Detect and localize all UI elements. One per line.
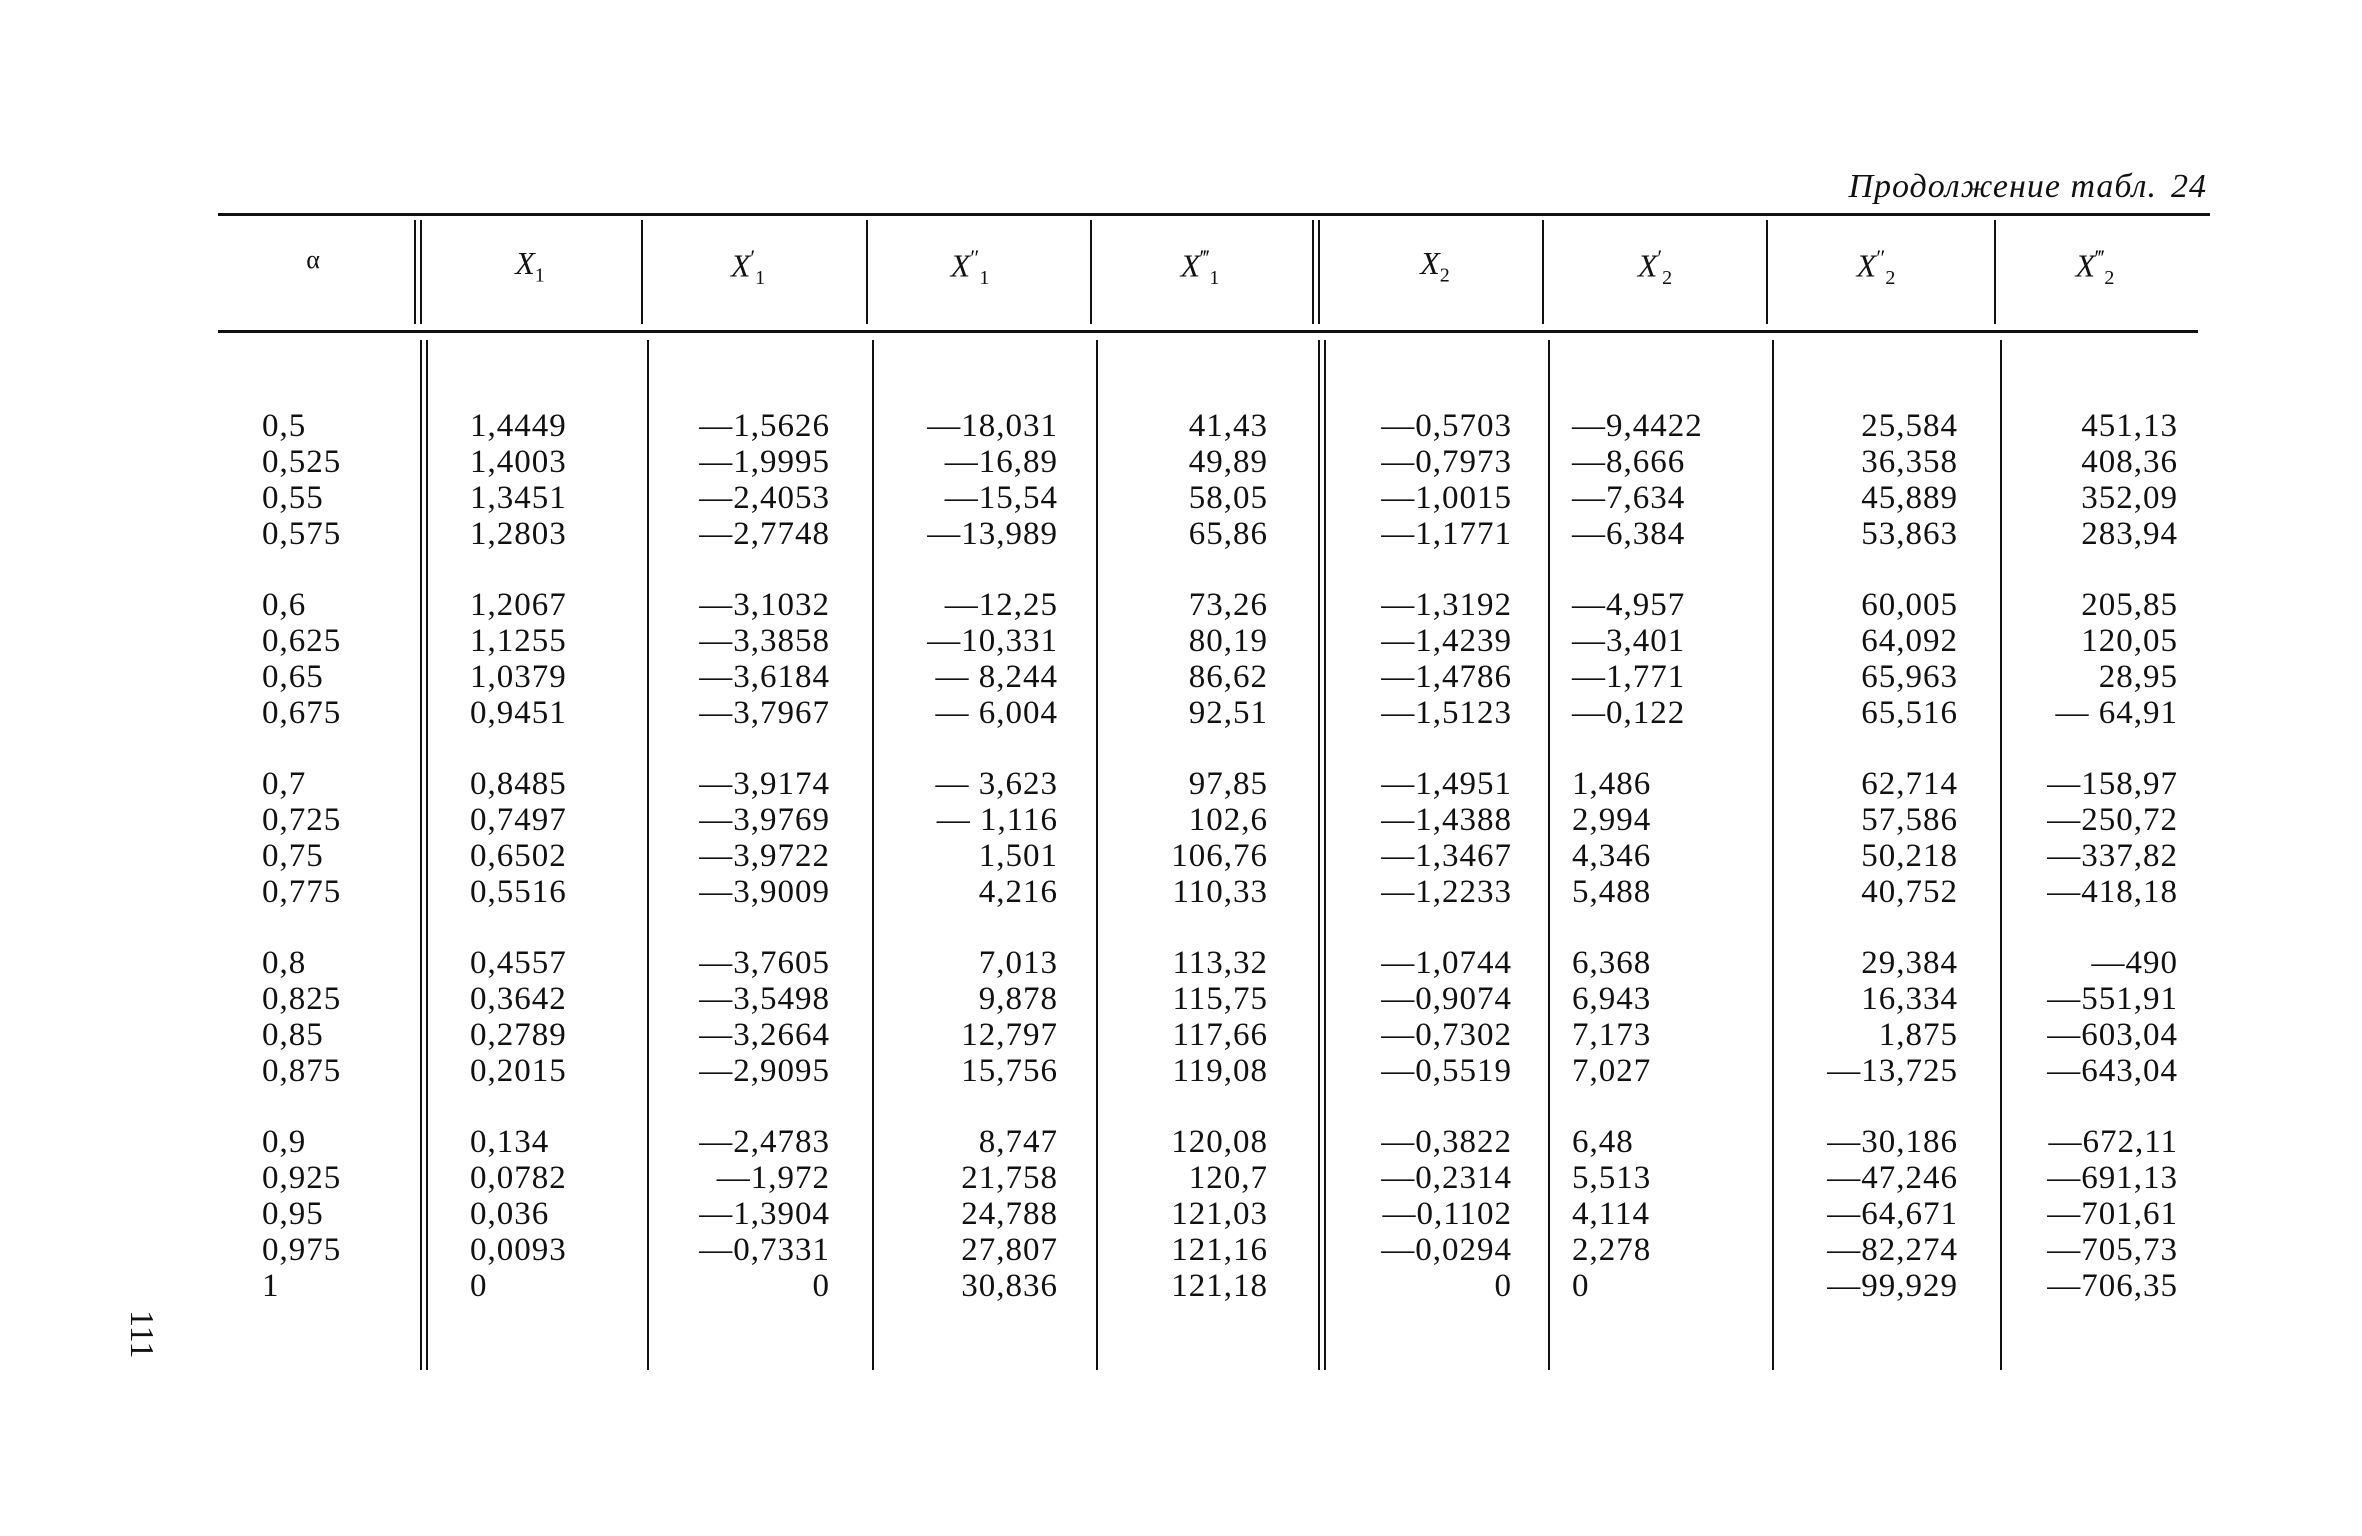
table-cell: —3,9174 bbox=[699, 766, 830, 802]
table-cell: 0,85 bbox=[262, 1017, 324, 1053]
column-divider-header bbox=[1090, 220, 1092, 324]
group-spacer bbox=[1800, 731, 1958, 766]
table-cell: 1,4449 bbox=[470, 408, 567, 444]
table-cell: 1,501 bbox=[978, 838, 1058, 874]
table-cell: —705,73 bbox=[2047, 1232, 2178, 1268]
group-spacer bbox=[1800, 1089, 1958, 1124]
table-cell: 120,05 bbox=[2081, 623, 2178, 659]
table-cell: 0,525 bbox=[262, 444, 342, 480]
table-cell: 7,173 bbox=[1572, 1017, 1652, 1053]
table-cell: —2,4053 bbox=[699, 480, 830, 516]
table-cell: 5,488 bbox=[1572, 874, 1652, 910]
group-spacer bbox=[1340, 552, 1512, 587]
group-spacer bbox=[470, 552, 595, 587]
table-cell: 0,925 bbox=[262, 1160, 342, 1196]
group-spacer bbox=[2010, 731, 2178, 766]
header-prime: ‴ bbox=[1200, 245, 1210, 270]
table-cell: —2,4783 bbox=[699, 1124, 830, 1160]
table-cell: 113,32 bbox=[1172, 945, 1268, 981]
table-cell: 8,747 bbox=[978, 1124, 1058, 1160]
table-cell: 0 bbox=[812, 1268, 830, 1304]
column-divider-header bbox=[1542, 220, 1544, 324]
table-cell: —18,031 bbox=[927, 408, 1058, 444]
table-cell: —9,4422 bbox=[1572, 408, 1703, 444]
group-spacer bbox=[2010, 552, 2178, 587]
caption-table-number: 24 bbox=[2171, 168, 2207, 205]
column-divider-body bbox=[1096, 340, 1098, 1370]
table-cell: 16,334 bbox=[1861, 981, 1958, 1017]
column-header-x1ppp bbox=[1140, 245, 1260, 290]
table-cell: —13,989 bbox=[927, 516, 1058, 552]
table-cell: —12,25 bbox=[944, 587, 1058, 623]
header-subscript: 2 bbox=[1662, 267, 1673, 290]
table-cell: 0,825 bbox=[262, 981, 342, 1017]
table-cell: 65,86 bbox=[1188, 516, 1268, 552]
table-cell: —337,82 bbox=[2047, 838, 2178, 874]
table-cell: 73,26 bbox=[1188, 587, 1268, 623]
group-spacer bbox=[1130, 910, 1268, 945]
table-cell: 0,55 bbox=[262, 480, 324, 516]
table-cell: —0,2314 bbox=[1381, 1160, 1512, 1196]
group-spacer bbox=[670, 910, 830, 945]
table-cell: 0 bbox=[1494, 1268, 1512, 1304]
group-spacer bbox=[1800, 552, 1958, 587]
table-cell: 0,5 bbox=[262, 408, 307, 444]
table-cell: 64,092 bbox=[1861, 623, 1958, 659]
table-cell: 451,13 bbox=[2081, 408, 2178, 444]
column-divider-header bbox=[641, 220, 643, 324]
table-cell: —30,186 bbox=[1827, 1124, 1958, 1160]
group-spacer bbox=[262, 1089, 382, 1124]
table-cell: 1 bbox=[262, 1268, 280, 1304]
table-cell: 121,03 bbox=[1171, 1196, 1268, 1232]
table-cell: 4,114 bbox=[1572, 1196, 1651, 1232]
group-spacer bbox=[880, 1089, 1058, 1124]
table-cell: 121,18 bbox=[1171, 1268, 1268, 1304]
table-cell: —3,3858 bbox=[699, 623, 830, 659]
table-cell: —1,771 bbox=[1572, 659, 1686, 695]
table-cell: —1,2233 bbox=[1381, 874, 1512, 910]
header-prime: ″ bbox=[1876, 245, 1886, 270]
table-cell: 110,33 bbox=[1172, 874, 1268, 910]
table-cell: —0,5703 bbox=[1381, 408, 1512, 444]
table-cell: 28,95 bbox=[2098, 659, 2178, 695]
table-cell: 1,0379 bbox=[470, 659, 567, 695]
group-spacer bbox=[1130, 731, 1268, 766]
table-cell: 4,346 bbox=[1572, 838, 1652, 874]
group-spacer bbox=[880, 552, 1058, 587]
table-cell: —3,9009 bbox=[699, 874, 830, 910]
table-cell: —0,3822 bbox=[1381, 1124, 1512, 1160]
header-symbol: X bbox=[1637, 247, 1658, 284]
table-cell: 53,863 bbox=[1861, 516, 1958, 552]
table-cell: 57,586 bbox=[1861, 802, 1958, 838]
table-cell: —3,7967 bbox=[699, 695, 830, 731]
header-subscript: 2 bbox=[1439, 264, 1450, 287]
header-symbol: X bbox=[950, 247, 971, 284]
table-cell: 0,9 bbox=[262, 1124, 307, 1160]
table-caption bbox=[1848, 168, 2207, 206]
table-cell: —4,957 bbox=[1572, 587, 1686, 623]
table-cell: 0,95 bbox=[262, 1196, 324, 1232]
table-cell: —3,1032 bbox=[699, 587, 830, 623]
group-spacer bbox=[670, 552, 830, 587]
column-divider-header bbox=[1994, 220, 1996, 324]
group-spacer bbox=[262, 731, 382, 766]
table-cell: —47,246 bbox=[1827, 1160, 1958, 1196]
table-cell: —15,54 bbox=[944, 480, 1058, 516]
table-cell: —0,7331 bbox=[699, 1232, 830, 1268]
table-cell: 9,878 bbox=[978, 981, 1058, 1017]
table-cell: 45,889 bbox=[1861, 480, 1958, 516]
table-cell: —1,3192 bbox=[1381, 587, 1512, 623]
table-cell: —1,3904 bbox=[699, 1196, 830, 1232]
header-subscript: 2 bbox=[1885, 267, 1896, 290]
column-x1 bbox=[470, 408, 595, 1304]
header-subscript: 1 bbox=[755, 267, 766, 290]
header-prime: ‴ bbox=[2095, 245, 2105, 270]
table-cell: —3,7605 bbox=[699, 945, 830, 981]
table-cell: 92,51 bbox=[1188, 695, 1268, 731]
table-cell: —3,6184 bbox=[699, 659, 830, 695]
header-symbol: X bbox=[730, 247, 751, 284]
header-symbol: X bbox=[515, 245, 535, 281]
column-x1pp bbox=[880, 408, 1058, 1304]
group-spacer bbox=[1572, 1089, 1732, 1124]
group-spacer bbox=[1572, 552, 1732, 587]
table-cell: 0,65 bbox=[262, 659, 324, 695]
table-cell: 15,756 bbox=[961, 1053, 1058, 1089]
table-cell: 352,09 bbox=[2081, 480, 2178, 516]
table-cell: —1,5123 bbox=[1381, 695, 1512, 731]
column-divider-body bbox=[1772, 340, 1774, 1370]
column-header-x1pp bbox=[910, 245, 1030, 290]
column-divider-header bbox=[1312, 220, 1320, 324]
table-cell: —8,666 bbox=[1572, 444, 1686, 480]
table-cell: 1,486 bbox=[1572, 766, 1652, 802]
table-cell: 1,2067 bbox=[470, 587, 567, 623]
table-cell: —0,1102 bbox=[1382, 1196, 1512, 1232]
column-header-alpha bbox=[253, 245, 373, 275]
table-cell: —2,9095 bbox=[699, 1053, 830, 1089]
column-divider-header bbox=[1766, 220, 1768, 324]
table-cell: —1,5626 bbox=[699, 408, 830, 444]
table-top-rule bbox=[218, 213, 2210, 216]
column-divider-body bbox=[872, 340, 874, 1370]
header-subscript: 2 bbox=[2104, 267, 2115, 290]
table-cell: —1,1771 bbox=[1381, 516, 1512, 552]
table-cell: —551,91 bbox=[2047, 981, 2178, 1017]
group-spacer bbox=[880, 731, 1058, 766]
table-cell: 0,8 bbox=[262, 945, 307, 981]
header-prime: ′ bbox=[1657, 245, 1663, 270]
table-cell: —250,72 bbox=[2047, 802, 2178, 838]
column-divider-body bbox=[2000, 340, 2002, 1370]
group-spacer bbox=[1340, 731, 1512, 766]
table-cell: —6,384 bbox=[1572, 516, 1686, 552]
table-cell: 7,027 bbox=[1572, 1053, 1652, 1089]
table-cell: —1,9995 bbox=[699, 444, 830, 480]
table-cell: —64,671 bbox=[1827, 1196, 1958, 1232]
table-cell: 115,75 bbox=[1172, 981, 1268, 1017]
table-cell: —82,274 bbox=[1827, 1232, 1958, 1268]
table-cell: —7,634 bbox=[1572, 480, 1686, 516]
table-cell: 97,85 bbox=[1188, 766, 1268, 802]
column-divider-header bbox=[866, 220, 868, 324]
table-cell: — 1,116 bbox=[936, 802, 1058, 838]
table-cell: —1,4388 bbox=[1381, 802, 1512, 838]
table-cell: 41,43 bbox=[1188, 408, 1268, 444]
table-cell: 21,758 bbox=[961, 1160, 1058, 1196]
table-cell: —3,2664 bbox=[699, 1017, 830, 1053]
table-cell: —13,725 bbox=[1827, 1053, 1958, 1089]
table-cell: 0,0782 bbox=[470, 1160, 567, 1196]
table-cell: 0,675 bbox=[262, 695, 342, 731]
table-cell: —490 bbox=[2091, 945, 2178, 981]
table-cell: 0,036 bbox=[470, 1196, 550, 1232]
group-spacer bbox=[670, 1089, 830, 1124]
table-cell: 120,08 bbox=[1171, 1124, 1268, 1160]
group-spacer bbox=[2010, 910, 2178, 945]
table-cell: —3,401 bbox=[1572, 623, 1686, 659]
table-cell: 0,8485 bbox=[470, 766, 567, 802]
header-subscript: 1 bbox=[979, 267, 990, 290]
table-cell: 1,875 bbox=[1878, 1017, 1958, 1053]
table-cell: —10,331 bbox=[927, 623, 1058, 659]
column-header-x2pp bbox=[1816, 245, 1936, 290]
table-cell: 205,85 bbox=[2081, 587, 2178, 623]
table-cell: —672,11 bbox=[2048, 1124, 2178, 1160]
header-symbol: X bbox=[1856, 247, 1877, 284]
table-cell: 0,7497 bbox=[470, 802, 567, 838]
table-cell: —691,13 bbox=[2047, 1160, 2178, 1196]
header-subscript: 1 bbox=[1209, 267, 1220, 290]
table-header-rule bbox=[218, 330, 2198, 333]
table-cell: 106,76 bbox=[1171, 838, 1268, 874]
group-spacer bbox=[1130, 552, 1268, 587]
header-symbol: X bbox=[2075, 247, 2096, 284]
table-cell: 65,963 bbox=[1861, 659, 1958, 695]
table-cell: —603,04 bbox=[2047, 1017, 2178, 1053]
group-spacer bbox=[262, 552, 382, 587]
column-header-x2ppp bbox=[2035, 245, 2155, 290]
column-x2pp bbox=[1800, 408, 1958, 1304]
page-number: 111 bbox=[123, 1310, 160, 1359]
table-cell: —643,04 bbox=[2047, 1053, 2178, 1089]
group-spacer bbox=[1800, 910, 1958, 945]
group-spacer bbox=[470, 1089, 595, 1124]
table-cell: 0 bbox=[470, 1268, 488, 1304]
table-cell: 5,513 bbox=[1572, 1160, 1652, 1196]
table-cell: —1,0744 bbox=[1381, 945, 1512, 981]
header-prime: ′ bbox=[750, 245, 756, 270]
group-spacer bbox=[1340, 1089, 1512, 1124]
table-cell: — 6,004 bbox=[935, 695, 1058, 731]
table-cell: — 8,244 bbox=[935, 659, 1058, 695]
table-cell: 0,975 bbox=[262, 1232, 342, 1268]
table-cell: 121,16 bbox=[1171, 1232, 1268, 1268]
table-cell: 29,384 bbox=[1861, 945, 1958, 981]
group-spacer bbox=[1130, 1089, 1268, 1124]
table-cell: 0,6502 bbox=[470, 838, 567, 874]
table-cell: 12,797 bbox=[961, 1017, 1058, 1053]
table-cell: —706,35 bbox=[2047, 1268, 2178, 1304]
table-cell: 62,714 bbox=[1861, 766, 1958, 802]
table-cell: 65,516 bbox=[1861, 695, 1958, 731]
column-divider-header bbox=[414, 220, 422, 324]
group-spacer bbox=[670, 731, 830, 766]
table-cell: 0,775 bbox=[262, 874, 342, 910]
table-cell: 0,2789 bbox=[470, 1017, 567, 1053]
table-cell: 0,75 bbox=[262, 838, 324, 874]
group-spacer bbox=[262, 910, 382, 945]
table-cell: 49,89 bbox=[1188, 444, 1268, 480]
table-cell: —0,9074 bbox=[1381, 981, 1512, 1017]
table-cell: 408,36 bbox=[2081, 444, 2178, 480]
table-cell: 6,943 bbox=[1572, 981, 1652, 1017]
group-spacer bbox=[2010, 1089, 2178, 1124]
table-cell: 25,584 bbox=[1861, 408, 1958, 444]
table-cell: —158,97 bbox=[2047, 766, 2178, 802]
table-cell: 0,3642 bbox=[470, 981, 567, 1017]
table-cell: 50,218 bbox=[1861, 838, 1958, 874]
table-cell: 58,05 bbox=[1188, 480, 1268, 516]
table-cell: 117,66 bbox=[1172, 1017, 1268, 1053]
column-x1ppp bbox=[1130, 408, 1268, 1304]
table-cell: 24,788 bbox=[961, 1196, 1058, 1232]
table-cell: 120,7 bbox=[1188, 1160, 1268, 1196]
header-symbol: α bbox=[306, 245, 320, 274]
column-x2ppp bbox=[2010, 408, 2178, 1304]
column-header-x2p bbox=[1595, 245, 1715, 290]
table-cell: —1,3467 bbox=[1381, 838, 1512, 874]
table-cell: —3,9722 bbox=[699, 838, 830, 874]
table-cell: 0,875 bbox=[262, 1053, 342, 1089]
table-cell: 0,725 bbox=[262, 802, 342, 838]
group-spacer bbox=[1340, 910, 1512, 945]
header-symbol: X bbox=[1180, 247, 1201, 284]
table-cell: —1,0015 bbox=[1381, 480, 1512, 516]
table-cell: 2,278 bbox=[1572, 1232, 1652, 1268]
table-cell: 0,4557 bbox=[470, 945, 567, 981]
column-divider-body bbox=[647, 340, 649, 1370]
table-cell: —0,7973 bbox=[1381, 444, 1512, 480]
column-divider-body bbox=[1318, 340, 1326, 1370]
group-spacer bbox=[1572, 910, 1732, 945]
table-cell: 0,575 bbox=[262, 516, 342, 552]
column-header-x1 bbox=[470, 245, 590, 287]
table-cell: 0,7 bbox=[262, 766, 307, 802]
header-prime: ″ bbox=[970, 245, 980, 270]
table-cell: 0,9451 bbox=[470, 695, 567, 731]
table-cell: 0 bbox=[1572, 1268, 1590, 1304]
table-cell: —1,972 bbox=[716, 1160, 830, 1196]
column-divider-body bbox=[1548, 340, 1550, 1370]
table-cell: —0,5519 bbox=[1381, 1053, 1512, 1089]
table-cell: 102,6 bbox=[1188, 802, 1268, 838]
table-cell: —1,4239 bbox=[1381, 623, 1512, 659]
table-cell: 0,0093 bbox=[470, 1232, 567, 1268]
table-cell: 2,994 bbox=[1572, 802, 1652, 838]
header-subscript: 1 bbox=[534, 264, 545, 287]
table-cell: 0,625 bbox=[262, 623, 342, 659]
group-spacer bbox=[1572, 731, 1732, 766]
table-cell: — 64,91 bbox=[2055, 695, 2178, 731]
table-cell: —2,7748 bbox=[699, 516, 830, 552]
table-cell: —3,9769 bbox=[699, 802, 830, 838]
table-cell: 6,48 bbox=[1572, 1124, 1634, 1160]
table-cell: 27,807 bbox=[961, 1232, 1058, 1268]
table-cell: 1,3451 bbox=[470, 480, 567, 516]
table-cell: 0,2015 bbox=[470, 1053, 567, 1089]
table-cell: — 3,623 bbox=[935, 766, 1058, 802]
table-cell: 0,6 bbox=[262, 587, 307, 623]
group-spacer bbox=[470, 731, 595, 766]
column-x1p bbox=[670, 408, 830, 1304]
table-cell: 4,216 bbox=[978, 874, 1058, 910]
table-cell: 1,4003 bbox=[470, 444, 567, 480]
group-spacer bbox=[470, 910, 595, 945]
table-cell: 36,358 bbox=[1861, 444, 1958, 480]
table-cell: 1,1255 bbox=[470, 623, 567, 659]
column-alpha bbox=[262, 408, 382, 1304]
column-x2 bbox=[1340, 408, 1512, 1304]
table-cell: —701,61 bbox=[2047, 1196, 2178, 1232]
caption-text: Продолжение табл. bbox=[1848, 168, 2157, 205]
table-cell: —418,18 bbox=[2047, 874, 2178, 910]
table-cell: —99,929 bbox=[1827, 1268, 1958, 1304]
column-header-x1p bbox=[688, 245, 808, 290]
table-cell: —0,122 bbox=[1572, 695, 1686, 731]
header-symbol: X bbox=[1420, 245, 1440, 281]
table-cell: 283,94 bbox=[2081, 516, 2178, 552]
table-cell: —1,4786 bbox=[1381, 659, 1512, 695]
table-cell: 119,08 bbox=[1172, 1053, 1268, 1089]
table-cell: 80,19 bbox=[1188, 623, 1268, 659]
table-cell: 86,62 bbox=[1188, 659, 1268, 695]
table-cell: 60,005 bbox=[1861, 587, 1958, 623]
column-divider-body bbox=[420, 340, 428, 1370]
table-cell: 30,836 bbox=[961, 1268, 1058, 1304]
table-cell: 1,2803 bbox=[470, 516, 567, 552]
group-spacer bbox=[880, 910, 1058, 945]
table-cell: —3,5498 bbox=[699, 981, 830, 1017]
table-cell: —1,4951 bbox=[1381, 766, 1512, 802]
table-cell: 7,013 bbox=[978, 945, 1058, 981]
table-cell: —16,89 bbox=[944, 444, 1058, 480]
column-x2p bbox=[1572, 408, 1732, 1304]
column-header-x2 bbox=[1375, 245, 1495, 287]
table-cell: 0,5516 bbox=[470, 874, 567, 910]
table-cell: —0,7302 bbox=[1381, 1017, 1512, 1053]
table-cell: 6,368 bbox=[1572, 945, 1652, 981]
table-cell: 40,752 bbox=[1861, 874, 1958, 910]
table-cell: 0,134 bbox=[470, 1124, 550, 1160]
table-cell: —0,0294 bbox=[1381, 1232, 1512, 1268]
